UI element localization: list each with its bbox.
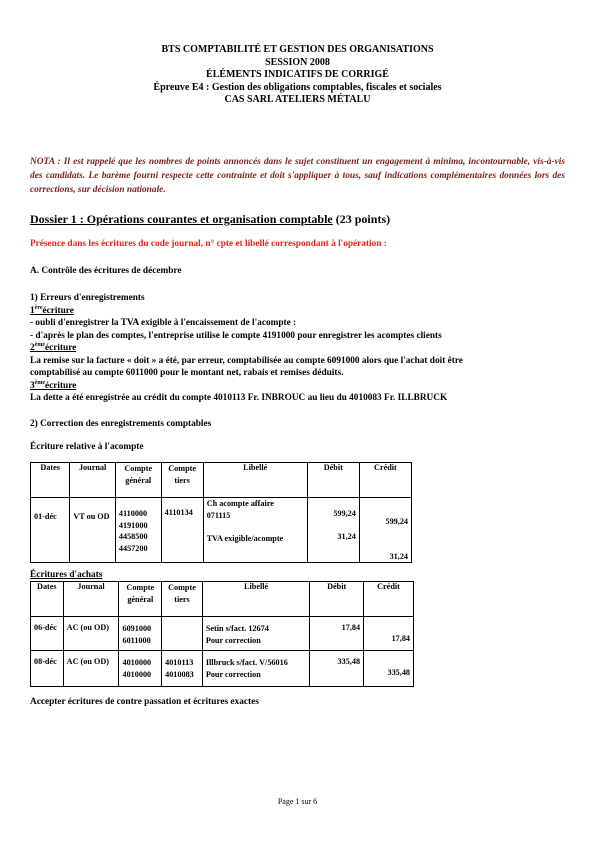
correction-footer-note: Accepter écritures de contre passation et écritures exactes — [30, 697, 259, 707]
table-header-row — [31, 463, 412, 498]
cell-debit: 335,48 — [310, 651, 364, 687]
cell-comptes: 4010000 4010000 — [119, 651, 162, 687]
cell-tiers: 4010113 4010083 — [162, 651, 203, 687]
ecriture-3-heading: 3èmeécriture — [30, 379, 77, 391]
ecriture-1-line-1: - oubli d'enregistrer la TVA exigible à l'encaissement de l'acompte : — [30, 318, 297, 328]
col-compte-tiers: Compte tiers — [161, 463, 203, 498]
col-compte-general: Compte général — [115, 463, 161, 498]
table-row — [31, 651, 414, 687]
document-header — [0, 44, 595, 107]
ecriture-1-heading: 1èreécriture — [30, 304, 74, 316]
ecriture-2-line-1: La remise sur la facture « doit » a été, par erreur, comptabilisée au compte 6091000 alors que l'achat doit être — [30, 355, 463, 366]
col-credit: Crédit — [359, 463, 411, 498]
col-debit: Débit — [310, 582, 364, 617]
col-dates: Dates — [31, 463, 70, 498]
erreurs-title: 1) Erreurs d'enregistrements — [30, 293, 145, 303]
acompte-title: Écriture relative à l'acompte — [30, 442, 144, 452]
cell-debit: 17,84 — [310, 617, 364, 651]
erreurs-block — [30, 292, 463, 405]
col-libelle: Libellé — [203, 463, 307, 498]
correction-title: 2) Correction des enregistrements comptables — [30, 419, 212, 429]
header-line-2: SESSION 2008 — [265, 56, 330, 68]
cell-libelle: Setin s/fact. 12674 Pour correction — [202, 617, 310, 651]
table-row — [31, 617, 414, 651]
achats-title: Écritures d'achats — [30, 570, 103, 580]
ecriture-2-heading: 2èmeécriture — [30, 342, 77, 353]
cell-journal: AC (ou OD) — [63, 651, 119, 687]
achats-table — [30, 581, 414, 687]
cell-date: 01-déc — [31, 498, 70, 563]
header-line-4: Épreuve E4 : Gestion des obligations comptables, fiscales et sociales — [153, 81, 442, 93]
page-number: Page 1 sur 6 — [277, 797, 318, 806]
acompte-table — [30, 462, 412, 563]
dossier-points: (23 points) — [335, 212, 391, 226]
header-line-3: ÉLÉMENTS INDICATIFS DE CORRIGÉ — [206, 69, 389, 80]
table-row — [31, 498, 412, 563]
ecriture-3-line-1: La dette a été enregistrée au crédit du compte 4010113 Fr. INBROUC au lieu du 4010083 Fr. ILLBRUCK — [30, 393, 448, 403]
red-note: Présence dans les écritures du code journal, n° cpte et libellé correspondant à l'opération : — [30, 239, 387, 249]
cell-credit: 17,84 — [364, 617, 414, 651]
section-a-title: A. Contrôle des écritures de décembre — [30, 266, 182, 276]
cell-credit: 335,48 — [364, 651, 414, 687]
col-debit: Débit — [307, 463, 359, 498]
header-line-5: CAS SARL ATELIERS MÉTALU — [224, 94, 371, 105]
dossier-title — [30, 212, 390, 227]
col-dates: Dates — [31, 582, 64, 617]
cell-libelle: Ch acompte affaire 071115 TVA exigible/acompte — [203, 498, 307, 563]
ecriture-2-line-2: comptabilisé au compte 6011000 pour le montant net, rabais et remises déduits. — [30, 368, 344, 378]
cell-comptes: 4110000 4191000 4458500 4457200 — [115, 498, 161, 563]
col-libelle: Libellé — [202, 582, 310, 617]
cell-comptes: 6091000 6011000 — [119, 617, 162, 651]
cell-journal: AC (ou OD) — [63, 617, 119, 651]
cell-debit: 599,24 31,24 — [307, 498, 359, 563]
ecriture-1-line-2: - d'après le plan des comptes, l'entreprise utilise le compte 4191000 pour enregistrer les acomptes clients — [30, 330, 442, 341]
table-header-row — [31, 582, 414, 617]
cell-date: 08-déc — [31, 651, 64, 687]
col-compte-tiers: Compte tiers — [162, 582, 203, 617]
col-compte-general: Compte général — [119, 582, 162, 617]
col-journal: Journal — [63, 582, 119, 617]
col-credit: Crédit — [364, 582, 414, 617]
cell-libelle: Illbruck s/fact. V/56016 Pour correction — [202, 651, 310, 687]
cell-credit: 599,24 31,24 — [359, 498, 411, 563]
header-line-1: BTS COMPTABILITÉ ET GESTION DES ORGANISATIONS — [161, 44, 434, 55]
nota-paragraph: NOTA : Il est rappelé que les nombres de points annoncés dans le sujet constituent un engagement à minima, incontournable, vis-à-vis des candidats. Le barème fourni respecte cette contrainte et doit s'appliquer à tous, sauf indications complémentaires données lors des corrections, sur décision nationale. — [30, 157, 565, 195]
cell-tiers: 4110134 — [161, 498, 203, 563]
cell-tiers — [162, 617, 203, 651]
cell-journal: VT ou OD — [70, 498, 116, 563]
cell-date: 06-déc — [31, 617, 64, 651]
dossier-title-text: Dossier 1 : Opérations courantes et organisation comptable — [30, 212, 333, 226]
col-journal: Journal — [70, 463, 116, 498]
